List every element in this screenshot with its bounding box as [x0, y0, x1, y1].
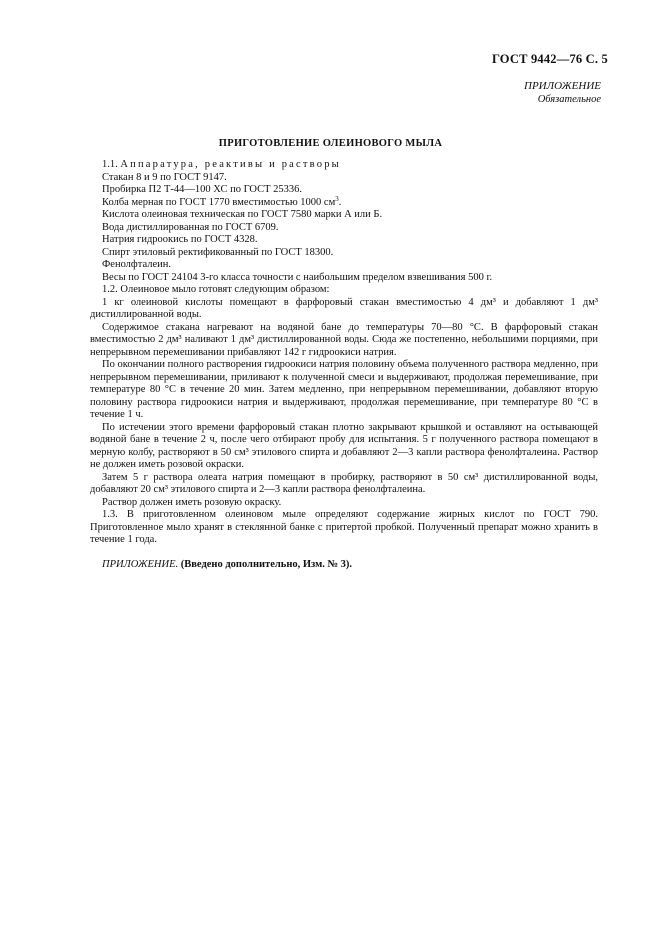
list-item: Пробирка П2 Т-44—100 ХС по ГОСТ 25336. [102, 184, 303, 195]
section-1-1-heading [90, 159, 598, 172]
list-item-text: Колба мерная по ГОСТ 1770 вместимостью 1000 см [102, 196, 336, 208]
list-item: Вода дистиллированная по ГОСТ 6709. [102, 221, 279, 233]
paragraph: 1 кг олеиновой кислоты помещают в фарфоровый стакан вместимостью 4 дм³ и добавляют 1 дм³ дистиллированной воды. [90, 296, 598, 320]
appendix-label [524, 80, 601, 106]
amendment-label: ПРИЛОЖЕНИЕ. [102, 558, 179, 570]
paragraph: По окончании полного растворения гидроокиси натрия половину объема полученного раствора медленно, при непрерывном перемешивании, приливают к полученной смеси и выдерживают, продолжая перемешивание, при температуре 80 °С в течение 20 мин. Затем медленно, при непрерывном перемешивании, добавляют вторую половину раствора гидроокиси натрия и выдерживают, продолжая перемешивание, при температуре 80 °С в течение 1 ч. [90, 359, 598, 420]
list-item: Стакан 8 и 9 по ГОСТ 9147. [102, 171, 227, 183]
section-heading: Аппаратура, реактивы и растворы [120, 159, 341, 170]
document-title: ПРИГОТОВЛЕНИЕ ОЛЕИНОВОГО МЫЛА [218, 138, 443, 149]
list-item: Весы по ГОСТ 24104 3-го класса точности с наибольшим пределом взвешивания 500 г. [102, 271, 493, 283]
section-1-3-paragraph: 1.3. В приготовленном олеиновом мыле определяют содержание жирных кислот по ГОСТ 790. Приготовленное мыло хранят в стеклянной банке с притертой пробкой. Полученный препарат можно хранить в течение 1 года. [90, 509, 598, 545]
list-item: Кислота олеиновая техническая по ГОСТ 7580 марки А или Б. [102, 209, 383, 220]
document-body [90, 159, 598, 571]
paragraph: Содержимое стакана нагревают на водяной бане до температуры 70—80 °С. В фарфоровый стакан вместимостью 2 дм³ наливают 1 дм³ дистиллированной воды. Сюда же постепенно, небольшими порциями, при непрерывном перемешивании прибавляют 142 г гидроокиси натрия. [90, 321, 598, 358]
paragraph: По истечении этого времени фарфоровый стакан плотно закрывают крышкой и оставляют на остывающей водяной бане в течение 2 ч, после чего отбирают пробу для испытания. 5 г полученного раствора помещают в мерную колбу, растворяют в 50 см³ этилового спирта и добавляют 2—3 капли раствора фенолфталеина. Раствор не должен иметь розовой окраски. [90, 421, 598, 470]
paragraph: Раствор должен иметь розовую окраску. [102, 496, 282, 508]
list-item: Спирт этиловый ректификованный по ГОСТ 18300. [102, 246, 334, 258]
list-item: Фенолфталеин. [102, 259, 171, 270]
document-header: ГОСТ 9442—76 С. 5 [491, 52, 608, 66]
section-number: 1.1. [102, 159, 118, 170]
list-item: Колба мерная по ГОСТ 1770 вместимостью 1000 $см^3$. [102, 194, 342, 208]
paragraph: Затем 5 г раствора олеата натрия помещают в пробирку, растворяют в 50 см³ дистиллированной воды, добавляют 20 см³ этилового спирта и 2—3 капли раствора фенолфталеина. [90, 471, 598, 495]
appendix-title: ПРИЛОЖЕНИЕ [524, 80, 601, 92]
list-item: Натрия гидроокись по ГОСТ 4328. [102, 234, 258, 245]
amendment-text: (Введено дополнительно, Изм. № 3). [180, 558, 353, 570]
section-1-2-intro: 1.2. Олеиновое мыло готовят следующим образом: [102, 284, 330, 295]
amendment-note [90, 559, 598, 572]
appendix-status: Обязательное [537, 94, 601, 105]
